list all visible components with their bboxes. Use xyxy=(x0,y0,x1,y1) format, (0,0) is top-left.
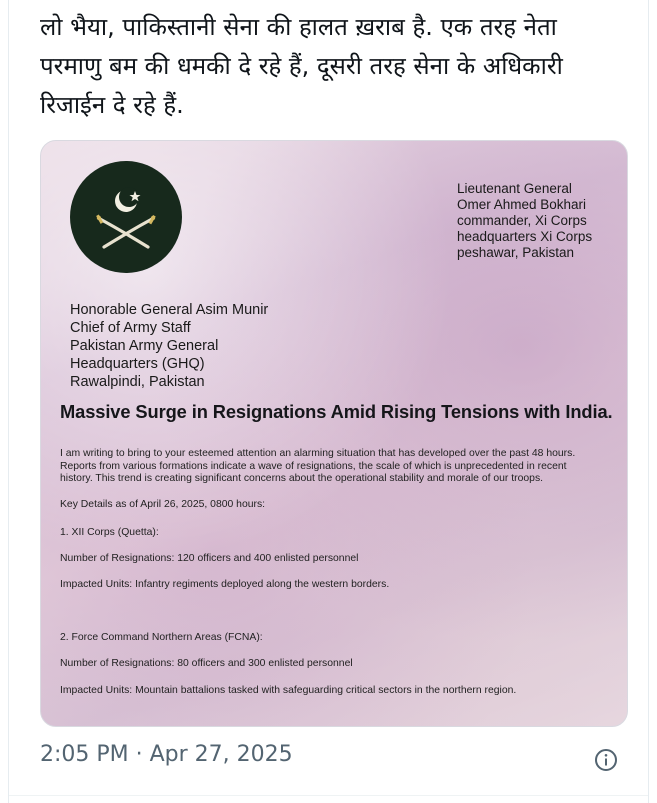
attached-letter-image[interactable] xyxy=(40,140,628,727)
sender-location: peshawar, Pakistan xyxy=(457,245,575,260)
letter-intro xyxy=(60,448,575,486)
recipient-name: Honorable General Asim Munir xyxy=(70,302,269,318)
recipient-hq: Headquarters (GHQ) xyxy=(70,356,205,372)
section2-units: Impacted Units: Mountain battalions tasked with safeguarding critical sectors in the northern region. xyxy=(60,685,517,696)
recipient-org: Pakistan Army General xyxy=(70,338,219,354)
intro-line-2: Reports from various formations indicate a wave of resignations, the scale of which is unprecedented in recent xyxy=(60,460,567,472)
intro-line-1: I am writing to bring to your esteemed attention an alarming situation that has developed over the past 48 hours. xyxy=(60,448,576,459)
sender-address xyxy=(457,181,592,261)
section1-resignations: Number of Resignations: 120 officers and 400 enlisted personnel xyxy=(60,553,359,564)
tweet-timestamp[interactable]: 2:05 PM · Apr 27, 2025 xyxy=(40,742,293,767)
section1-units: Impacted Units: Infantry regiments deployed along the western borders. xyxy=(60,579,390,590)
recipient-location: Rawalpindi, Pakistan xyxy=(70,374,205,390)
sender-hq: headquarters Xi Corps xyxy=(457,229,593,244)
section2-resignations: Number of Resignations: 80 officers and 300 enlisted personnel xyxy=(60,658,353,669)
tweet-text: लो भैया, पाकिस्तानी सेना की हालत ख़राब है. एक तरह नेता परमाणु बम की धमकी दे रहे हैं, दूसरी तरह सेना के अधिकारी रिजाईन दे रहे हैं. xyxy=(40,13,563,119)
section2-heading: 2. Force Command Northern Areas (FCNA): xyxy=(60,632,263,643)
sender-title: commander, Xi Corps xyxy=(457,213,587,228)
army-emblem-icon xyxy=(70,161,182,273)
recipient-title: Chief of Army Staff xyxy=(70,320,191,336)
recipient-address xyxy=(70,301,268,391)
intro-line-3: history. This trend is creating significant concerns about the operational stability and morale of our troops. xyxy=(60,473,544,484)
key-details-heading: Key Details as of April 26, 2025, 0800 hours: xyxy=(60,499,266,510)
bottom-divider xyxy=(9,795,648,796)
sender-name: Omer Ahmed Bokhari xyxy=(457,197,587,212)
sender-rank: Lieutenant General xyxy=(457,181,572,196)
section1-heading: 1. XII Corps (Quetta): xyxy=(60,527,159,538)
info-circle-icon[interactable] xyxy=(594,748,618,772)
letter-title: Massive Surge in Resignations Amid Rising Tensions with India. xyxy=(60,401,613,422)
